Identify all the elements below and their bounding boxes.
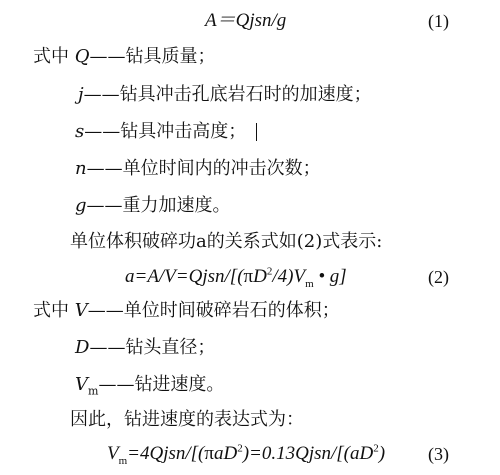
equation-2-tail: • g] — [313, 266, 347, 287]
equation-2 — [125, 266, 347, 288]
subscript-m: m — [305, 277, 314, 290]
exponent: 2 — [237, 442, 243, 455]
equation-1-number: (1) — [428, 11, 449, 31]
em-dash: —— — [86, 195, 123, 216]
equation-3-part-2: )=0.13Qjsn/[(aD — [242, 443, 374, 464]
definition-d — [75, 337, 215, 359]
definition-v — [33, 300, 340, 322]
definition-q — [33, 46, 216, 68]
subscript-m: m — [118, 454, 128, 467]
symbol-v: V — [74, 300, 88, 321]
symbol-g: g — [75, 195, 87, 216]
equation-3-part-1: =4Qjsn/[( — [127, 443, 205, 464]
em-dash: —— — [84, 121, 121, 142]
definition-vm-text: 钻进速度。 — [134, 374, 225, 395]
definition-s-text: 钻具冲击高度； — [120, 121, 247, 142]
equation-3-part-3: ) — [378, 443, 386, 464]
equation-3-number: (3) — [428, 444, 449, 464]
symbol-v: V — [107, 443, 119, 464]
symbol-d: D — [253, 266, 267, 287]
equation-3-ad: aD — [213, 443, 238, 464]
equation-1 — [205, 10, 286, 32]
definition-j — [78, 84, 372, 106]
symbol-d: D — [75, 337, 90, 358]
definition-n-text: 单位时间内的冲击次数； — [122, 158, 321, 179]
em-dash: —— — [83, 84, 120, 105]
symbol-v: V — [75, 374, 88, 395]
exponent: 2 — [266, 265, 273, 278]
definition-g-text: 重力加速度。 — [122, 195, 231, 216]
equation-2-middle: /4)V — [272, 266, 306, 287]
definition-j-text: 钻具冲击孔底岩石时的加速度； — [119, 84, 372, 105]
where-label: 式中 — [33, 46, 75, 67]
em-dash: —— — [86, 158, 123, 179]
definition-g — [75, 195, 231, 217]
equation-3 — [107, 443, 385, 465]
em-dash: —— — [98, 374, 135, 395]
where-label: 式中 — [33, 300, 75, 321]
definition-s — [75, 121, 257, 143]
pi-symbol: π — [243, 266, 254, 287]
subscript-m: m — [88, 384, 99, 398]
em-dash: —— — [87, 300, 124, 321]
symbol-s: s — [75, 121, 85, 142]
symbol-n: n — [75, 158, 87, 179]
definition-d-text: 钻头直径； — [125, 337, 216, 358]
exponent: 2 — [373, 442, 379, 455]
definition-vm — [75, 374, 224, 396]
equation-2-lhs: a=A/V=Qjsn/[( — [125, 266, 244, 287]
em-dash: —— — [89, 337, 126, 358]
definition-v-text: 单位时间破碎岩石的体积； — [123, 300, 340, 321]
pi-symbol: π — [204, 443, 214, 464]
em-dash: —— — [89, 46, 126, 67]
symbol-q: Q — [74, 46, 90, 67]
paragraph-intro-3: 因此，钻进速度的表达式为： — [70, 409, 304, 430]
paragraph-intro-2: 单位体积破碎功a的关系式如(2)式表示: — [70, 231, 383, 252]
text-cursor — [256, 123, 257, 141]
definition-q-text: 钻具质量； — [125, 46, 216, 67]
symbol-j: j — [78, 84, 84, 105]
equation-1-expression: A＝Qjsn/g — [205, 10, 287, 31]
equation-2-number: (2) — [428, 267, 449, 287]
definition-n — [75, 158, 321, 180]
